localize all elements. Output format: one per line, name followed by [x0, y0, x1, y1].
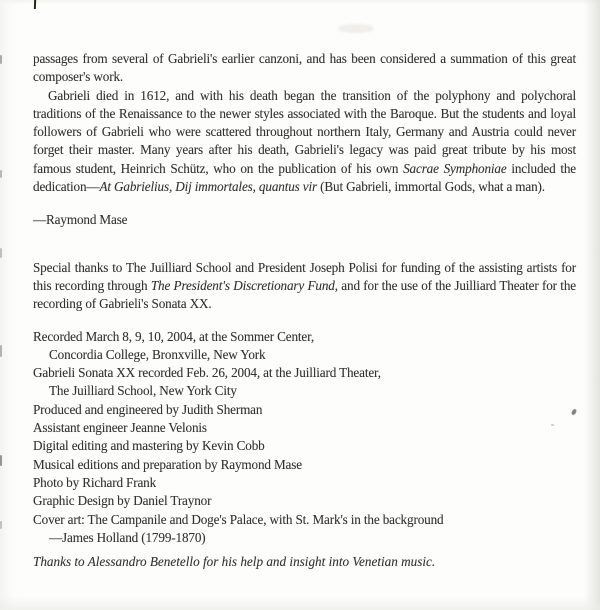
paragraph-canzoni-summation — [33, 50, 576, 87]
text-run: Gabrieli died in 1612, and with his death began the transition of the polyphony and polychoral traditions of the Renaissance to the newer styles associated with the Baroque. But the students and loyal followers of Gabrieli who were scattered throughout northern Italy, Germany and Austria could never forget their master. Many years after his death, Gabrieli's legacy was paid great tribute by his most famous student, Heinrich Schütz, who on the publication of his own — [33, 87, 576, 176]
text-run: included the dedication— — [33, 160, 576, 195]
italic-text-run: At Gabrielius, Dij immortales, quantus vir — [99, 179, 317, 195]
scan-artifact-edge-dash — [0, 345, 2, 357]
author-attribution: —Raymond Mase — [33, 212, 128, 228]
credit-line: Graphic Design by Daniel Traynor — [33, 493, 212, 509]
scan-edge-top — [0, 0, 600, 5]
paragraph-special-thanks — [33, 259, 576, 314]
credit-line: Recorded March 8, 9, 10, 2004, at the Sommer Center, — [33, 328, 314, 344]
scan-artifact-edge-dash — [0, 521, 2, 529]
credit-line: Concordia College, Bronxville, New York — [49, 346, 266, 362]
credit-line: Digital editing and mastering by Kevin Cobb — [33, 438, 265, 454]
scan-edge-bottom — [0, 596, 600, 610]
scan-edge-left — [0, 0, 18, 610]
italic-text-run: The President's Discretionary Fund — [150, 277, 335, 293]
credit-line: Photo by Richard Frank — [33, 474, 157, 490]
credit-line: Produced and engineered by Judith Sherman — [33, 401, 263, 417]
italic-text-run: Sacrae Symphoniae — [403, 160, 507, 176]
credits-list — [33, 328, 576, 548]
text-run: Special thanks to The Juilliard School and President Joseph Polisi for funding of the assisting artists for this recording through — [33, 259, 576, 293]
credit-line: —James Holland (1799-1870) — [49, 529, 206, 545]
scan-artifact-edge-dash — [0, 170, 2, 178]
credit-line: The Juilliard School, New York City — [49, 383, 237, 399]
scan-artifact-edge-dash — [0, 455, 2, 466]
text-run: (But Gabrieli, immortal Gods, what a man). — [317, 179, 545, 195]
text-run: , and for the use of the Juilliard Theater for the recording of Gabrieli's Sonata XX. — [33, 277, 576, 312]
liner-notes-text-block — [33, 50, 576, 571]
scan-edge-right — [584, 0, 600, 610]
paragraph-gabrieli-legacy — [33, 87, 576, 197]
text-run: passages from several of Gabrieli's earlier canzoni, and has been considered a summation of this great composer's work. — [33, 51, 576, 85]
final-thanks-note: Thanks to Alessandro Benetello for his help and insight into Venetian music. — [33, 554, 436, 570]
scan-artifact-top-tick — [34, 0, 36, 9]
scan-artifact-edge-dash — [0, 248, 2, 258]
credit-line: Cover art: The Campanile and Doge's Palace, with St. Mark's in the background — [33, 511, 444, 527]
credit-line: Gabrieli Sonata XX recorded Feb. 26, 2004, at the Juilliard Theater, — [33, 365, 381, 381]
scan-artifact-smudge — [338, 24, 374, 33]
credit-line: Musical editions and preparation by Raymond Mase — [33, 456, 302, 472]
credit-line: Assistant engineer Jeanne Velonis — [33, 420, 207, 436]
scan-artifact-edge-dash — [0, 55, 2, 64]
